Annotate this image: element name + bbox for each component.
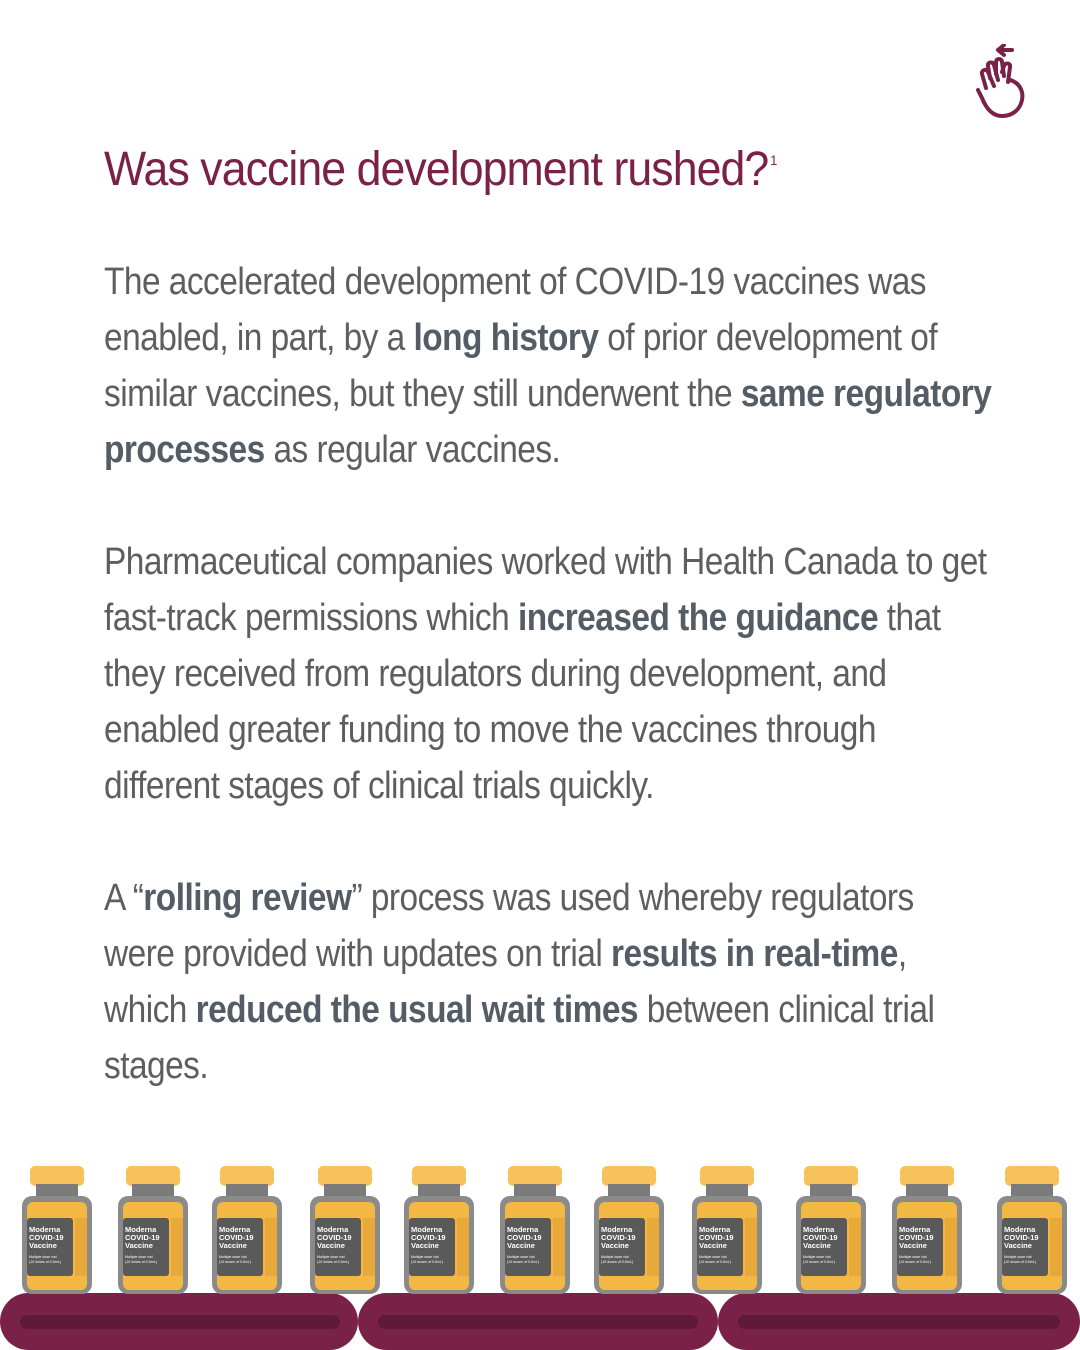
vial-label-text: (10 doses of 0.5mL) [219, 1260, 251, 1264]
vial-label-text: COVID-19 [699, 1233, 734, 1242]
vial-label-text: Multiple dose vial [507, 1255, 535, 1259]
vaccine-vial [692, 1166, 762, 1294]
vial-label-text: Multiple dose vial [317, 1255, 345, 1259]
vial-label-text: COVID-19 [125, 1233, 160, 1242]
paragraph-1: The accelerated development of COVID-19 vaccines was enabled, in part, by a long history of prior development of similar vaccines, but they still underwent the same regulatory processes as regular vaccines. [104, 261, 992, 471]
vial-label-text: Multiple dose vial [699, 1255, 727, 1259]
vial-label-text: Vaccine [1004, 1241, 1032, 1250]
vial-label-text: (10 doses of 0.5mL) [317, 1260, 349, 1264]
vial-label-text: (10 doses of 0.5mL) [699, 1260, 731, 1264]
vial-label-text: (10 doses of 0.5mL) [507, 1260, 539, 1264]
vial-label-text: Multiple dose vial [803, 1255, 831, 1259]
vial-label-text: Moderna [601, 1225, 633, 1234]
vaccine-vial [22, 1166, 92, 1294]
vaccine-vial [796, 1166, 866, 1294]
vial-label-text: (10 doses of 0.5mL) [411, 1260, 443, 1264]
vial-label-text: Moderna [29, 1225, 61, 1234]
vial-label-text: COVID-19 [507, 1233, 542, 1242]
vial-label-text: (10 doses of 0.5mL) [899, 1260, 931, 1264]
vial-label-text: (10 doses of 0.5mL) [803, 1260, 835, 1264]
vial-label-text: COVID-19 [411, 1233, 446, 1242]
vial-label-text: COVID-19 [1004, 1233, 1039, 1242]
vaccine-vial [892, 1166, 962, 1294]
vaccine-vial [118, 1166, 188, 1294]
vial-label-text: Moderna [699, 1225, 731, 1234]
vial-label-text: (10 doses of 0.5mL) [125, 1260, 157, 1264]
vaccine-vial [404, 1166, 474, 1294]
vial-label-text: Vaccine [317, 1241, 345, 1250]
vial-label-text: Moderna [899, 1225, 931, 1234]
vial-label-text: Moderna [1004, 1225, 1036, 1234]
vial-label-text: Moderna [125, 1225, 157, 1234]
vial-label-text: Multiple dose vial [411, 1255, 439, 1259]
vial-label-text: Moderna [803, 1225, 835, 1234]
vial-label-text: (10 doses of 0.5mL) [29, 1260, 61, 1264]
vial-label-text: COVID-19 [317, 1233, 352, 1242]
vial-label-text: Vaccine [601, 1241, 629, 1250]
paragraph-3: A “rolling review” process was used whereby regulators were provided with updates on trial results in real-time, which reduced the usual wait times between clinical trial stages. [104, 877, 935, 1087]
vial-label-text: Multiple dose vial [29, 1255, 57, 1259]
vial-label-text: Multiple dose vial [1004, 1255, 1032, 1259]
vaccine-vial [500, 1166, 570, 1294]
vial-label-text: Vaccine [219, 1241, 247, 1250]
vial-label-text: Multiple dose vial [601, 1255, 629, 1259]
vial-label-text: Moderna [411, 1225, 443, 1234]
vial-label-text: COVID-19 [803, 1233, 838, 1242]
vial-label-text: Multiple dose vial [125, 1255, 153, 1259]
vial-label-text: Vaccine [899, 1241, 927, 1250]
swipe-left-hand-icon [968, 44, 1036, 120]
footnote-marker: 1 [770, 152, 777, 168]
vial-label-text: Moderna [219, 1225, 251, 1234]
vial-label-text: (10 doses of 0.5mL) [1004, 1260, 1036, 1264]
body-text [104, 254, 992, 1150]
vial-label-text: Vaccine [411, 1241, 439, 1250]
vaccine-vial [212, 1166, 282, 1294]
vaccine-vial [310, 1166, 380, 1294]
page-title: Was vaccine development rushed? $^1$ [104, 143, 777, 196]
vial-label-text: COVID-19 [601, 1233, 636, 1242]
vial-label-text: (10 doses of 0.5mL) [601, 1260, 633, 1264]
vial-label-text: Vaccine [803, 1241, 831, 1250]
vial-label-text: Vaccine [507, 1241, 535, 1250]
vial-label-text: Vaccine [125, 1241, 153, 1250]
vial-label-text: Multiple dose vial [219, 1255, 247, 1259]
vaccine-vial [997, 1166, 1067, 1294]
vial-label-text: Moderna [507, 1225, 539, 1234]
vaccine-vial [594, 1166, 664, 1294]
vial-conveyor-illustration [0, 1160, 1080, 1350]
vial-label-text: Vaccine [699, 1241, 727, 1250]
vial-label-text: COVID-19 [29, 1233, 64, 1242]
vial-label-text: COVID-19 [899, 1233, 934, 1242]
paragraph-2: Pharmaceutical companies worked with Health Canada to get fast-track permissions which increased the guidance that they received from regulators during development, and enabled greater funding to move the vaccines through different stages of clinical trials quickly. [104, 541, 987, 807]
vial-label-text: COVID-19 [219, 1233, 254, 1242]
vial-label-text: Vaccine [29, 1241, 57, 1250]
vial-label-text: Multiple dose vial [899, 1255, 927, 1259]
vial-label-text: Moderna [317, 1225, 349, 1234]
